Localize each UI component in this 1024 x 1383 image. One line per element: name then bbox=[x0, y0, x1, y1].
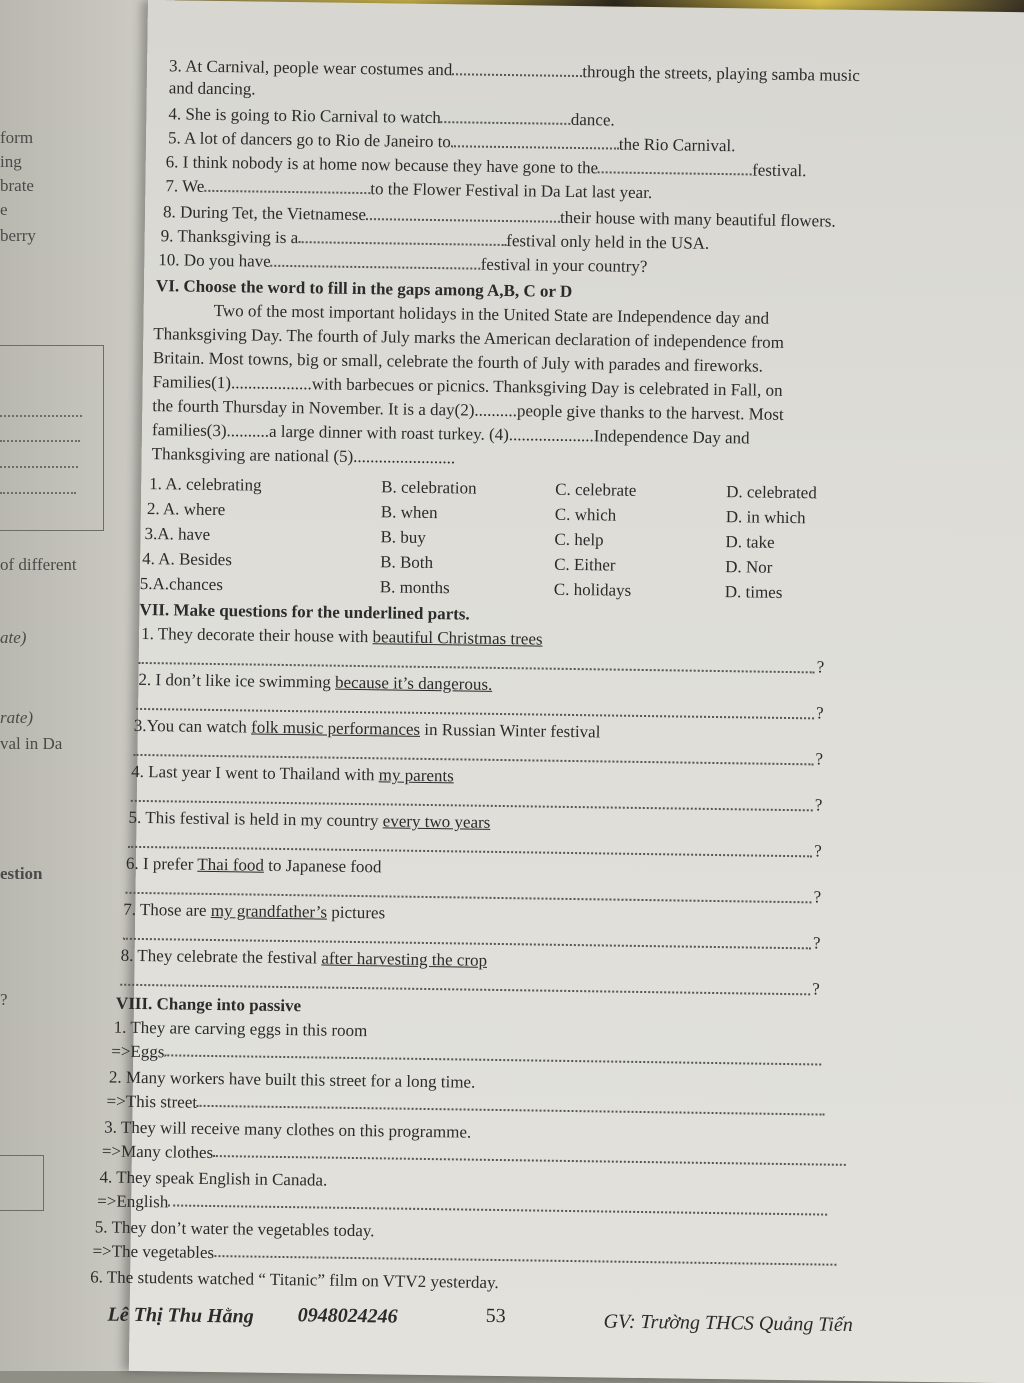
blank[interactable] bbox=[164, 1042, 821, 1065]
passage bbox=[151, 298, 923, 477]
left-dotline bbox=[0, 466, 78, 468]
question-item: 2. I don’t like ice swimming because it’s dangerous. bbox=[138, 669, 493, 694]
passage-line: Thanksgiving are national (5)........................ bbox=[151, 444, 456, 468]
option-a[interactable]: 3.A. have bbox=[144, 524, 211, 544]
left-fragment: brate bbox=[0, 176, 34, 195]
passage-line: families(3)..........a large dinner with roast turkey. (4)....................Independence Day and bbox=[151, 420, 750, 448]
left-fragment: ing bbox=[0, 152, 22, 171]
left-box bbox=[0, 345, 104, 531]
passive-answer: =>English bbox=[97, 1191, 827, 1221]
option-b[interactable]: B. Both bbox=[380, 552, 434, 573]
underlined-part: beautiful Christmas trees bbox=[372, 627, 543, 649]
fill-item: 10. Do you have festival in your country? bbox=[158, 250, 648, 276]
left-fragment: of different bbox=[0, 555, 77, 574]
fill-item: and dancing. bbox=[168, 78, 256, 99]
left-fragment: rate) bbox=[0, 708, 34, 727]
left-fragment: berry bbox=[0, 226, 36, 245]
question-mark: ? bbox=[813, 887, 822, 907]
passage-line: Two of the most important holidays in the United State are Independence day and bbox=[213, 300, 770, 328]
passive-question: 2. Many workers have built this street for a long time. bbox=[108, 1067, 476, 1092]
blank[interactable] bbox=[441, 109, 571, 125]
passage-line: the fourth Thursday in November. It is a day(2)..........people give thanks to the harvest. Most bbox=[152, 396, 784, 424]
question-mark: ? bbox=[815, 749, 824, 769]
left-dotline bbox=[0, 415, 82, 417]
fill-item: 9. Thanksgiving is a festival only held in the USA. bbox=[160, 226, 710, 253]
question-mark: ? bbox=[812, 933, 821, 953]
option-a[interactable]: 4. A. Besides bbox=[142, 548, 233, 570]
section-title: VI. Choose the word to fill in the gaps among A,B, C or D bbox=[155, 276, 573, 301]
question-item: 8. They celebrate the festival after harvesting the crop bbox=[120, 945, 488, 970]
passive-answer: =>This street bbox=[106, 1092, 824, 1122]
left-fragment: e bbox=[0, 200, 8, 219]
footer-author: Lê Thị Thu Hằng bbox=[107, 1303, 254, 1328]
blank[interactable] bbox=[197, 1093, 825, 1116]
left-fragment: val in Da bbox=[0, 734, 63, 753]
option-b[interactable]: B. buy bbox=[380, 527, 426, 547]
fill-item: 6. I think nobody is at home now because they have gone to the festival. bbox=[165, 152, 807, 181]
underlined-part: after harvesting the crop bbox=[321, 948, 488, 970]
fill-item: 8. During Tet, the Vietnamese their house with many beautiful flowers. bbox=[162, 202, 836, 231]
passage-line: Britain. Most towns, big or small, celebrate the fourth of July with parades and fireworks. bbox=[152, 348, 764, 376]
section-title: VIII. Change into passive bbox=[115, 993, 302, 1016]
left-fragment: form bbox=[0, 128, 34, 147]
option-c[interactable]: C. help bbox=[554, 529, 604, 550]
blank[interactable] bbox=[452, 61, 582, 77]
fill-item: 7. We to the Flower Festival in Da Lat last year. bbox=[165, 176, 653, 203]
option-c[interactable]: C. celebrate bbox=[555, 479, 637, 500]
question-mark: ? bbox=[815, 703, 824, 723]
question-mark: ? bbox=[812, 979, 820, 999]
footer-phone: 0948024246 bbox=[297, 1304, 398, 1328]
passive-question: 5. They don’t water the vegetables today. bbox=[94, 1217, 375, 1241]
question-item: 6. I prefer Thai food to Japanese food bbox=[125, 853, 382, 877]
page-number: 53 bbox=[485, 1304, 506, 1328]
blank[interactable] bbox=[214, 1243, 837, 1266]
passive-answer: =>The vegetables bbox=[92, 1241, 836, 1271]
passive-question: 1. They are carving eggs in this room bbox=[113, 1017, 368, 1041]
section-title: VII. Make questions for the underlined parts. bbox=[139, 599, 470, 624]
blank[interactable] bbox=[204, 178, 370, 194]
blank[interactable] bbox=[451, 133, 619, 149]
option-d[interactable]: D. times bbox=[724, 582, 783, 602]
option-d[interactable]: D. celebrated bbox=[726, 482, 817, 503]
option-b[interactable]: B. months bbox=[379, 577, 450, 598]
option-a[interactable]: 2. A. where bbox=[146, 499, 226, 520]
option-c[interactable]: C. which bbox=[554, 504, 617, 525]
option-b[interactable]: B. celebration bbox=[381, 477, 477, 498]
question-item: 5. This festival is held in my country every two years bbox=[128, 807, 491, 832]
passive-question: 3. They will receive many clothes on this programme. bbox=[104, 1117, 472, 1142]
passive-question: 4. They speak English in Canada. bbox=[99, 1167, 328, 1190]
underlined-part: because it’s dangerous. bbox=[334, 672, 493, 694]
option-a[interactable]: 1. A. celebrating bbox=[149, 474, 262, 495]
option-c[interactable]: C. Either bbox=[554, 554, 616, 575]
blank[interactable] bbox=[168, 1192, 827, 1215]
footer-school: GV: Trường THCS Quảng Tiến bbox=[603, 1310, 853, 1336]
question-mark: ? bbox=[814, 841, 822, 861]
option-b[interactable]: B. when bbox=[380, 502, 438, 523]
passive-answer: =>Many clothes bbox=[102, 1141, 846, 1171]
question-item: 3.You can watch folk music performances in Russian Winter festival bbox=[133, 715, 601, 742]
fill-item: 4. She is going to Rio Carnival to watch dance. bbox=[168, 104, 615, 130]
question-item: 4. Last year I went to Thailand with my parents bbox=[131, 761, 454, 786]
blank[interactable] bbox=[366, 206, 560, 223]
option-d[interactable]: D. take bbox=[725, 532, 775, 552]
blank[interactable] bbox=[598, 159, 752, 175]
question-mark: ? bbox=[814, 795, 823, 815]
answer-line[interactable] bbox=[120, 984, 810, 996]
underlined-part: folk music performances bbox=[250, 717, 421, 739]
underlined-part: my parents bbox=[378, 765, 454, 786]
passive-question: 6. The students watched “ Titanic” film on VTV2 yesterday. bbox=[90, 1267, 499, 1293]
underlined-part: Thai food bbox=[197, 854, 265, 875]
passive-answer: =>Eggs bbox=[111, 1042, 821, 1072]
blank[interactable] bbox=[213, 1143, 846, 1166]
passage-line: Thanksgiving Day. The fourth of July marks the American declaration of independence from bbox=[153, 324, 785, 352]
left-dotline bbox=[0, 492, 76, 494]
fill-item: 3. At Carnival, people wear costumes and through the streets, playing samba music bbox=[168, 56, 861, 85]
option-c[interactable]: C. holidays bbox=[553, 579, 632, 600]
left-box bbox=[0, 1155, 44, 1211]
blank[interactable] bbox=[271, 253, 481, 270]
underlined-part: my grandfather’s bbox=[210, 900, 328, 922]
underlined-part: every two years bbox=[382, 811, 491, 832]
fill-item: 5. A lot of dancers go to Rio de Janeiro to the Rio Carnival. bbox=[167, 128, 736, 156]
left-fragment: estion bbox=[0, 864, 43, 883]
question-mark: ? bbox=[816, 657, 825, 677]
left-fragment: ate) bbox=[0, 628, 27, 647]
left-dotline bbox=[0, 440, 80, 442]
question-item: 7. Those are my grandfather’s pictures bbox=[123, 899, 386, 923]
option-d[interactable]: D. in which bbox=[725, 507, 806, 528]
left-fragment: ? bbox=[0, 990, 8, 1009]
question-item: 1. They decorate their house with beautiful Christmas trees bbox=[141, 623, 543, 649]
blank[interactable] bbox=[298, 229, 506, 246]
passage-line: Families(1)...................with barbecues or picnics. Thanksgiving Day is celebrated in Fall, on bbox=[152, 372, 783, 400]
worksheet-page bbox=[90, 0, 1024, 1383]
option-d[interactable]: D. Nor bbox=[725, 557, 773, 577]
option-a[interactable]: 5.A.chances bbox=[139, 573, 224, 595]
